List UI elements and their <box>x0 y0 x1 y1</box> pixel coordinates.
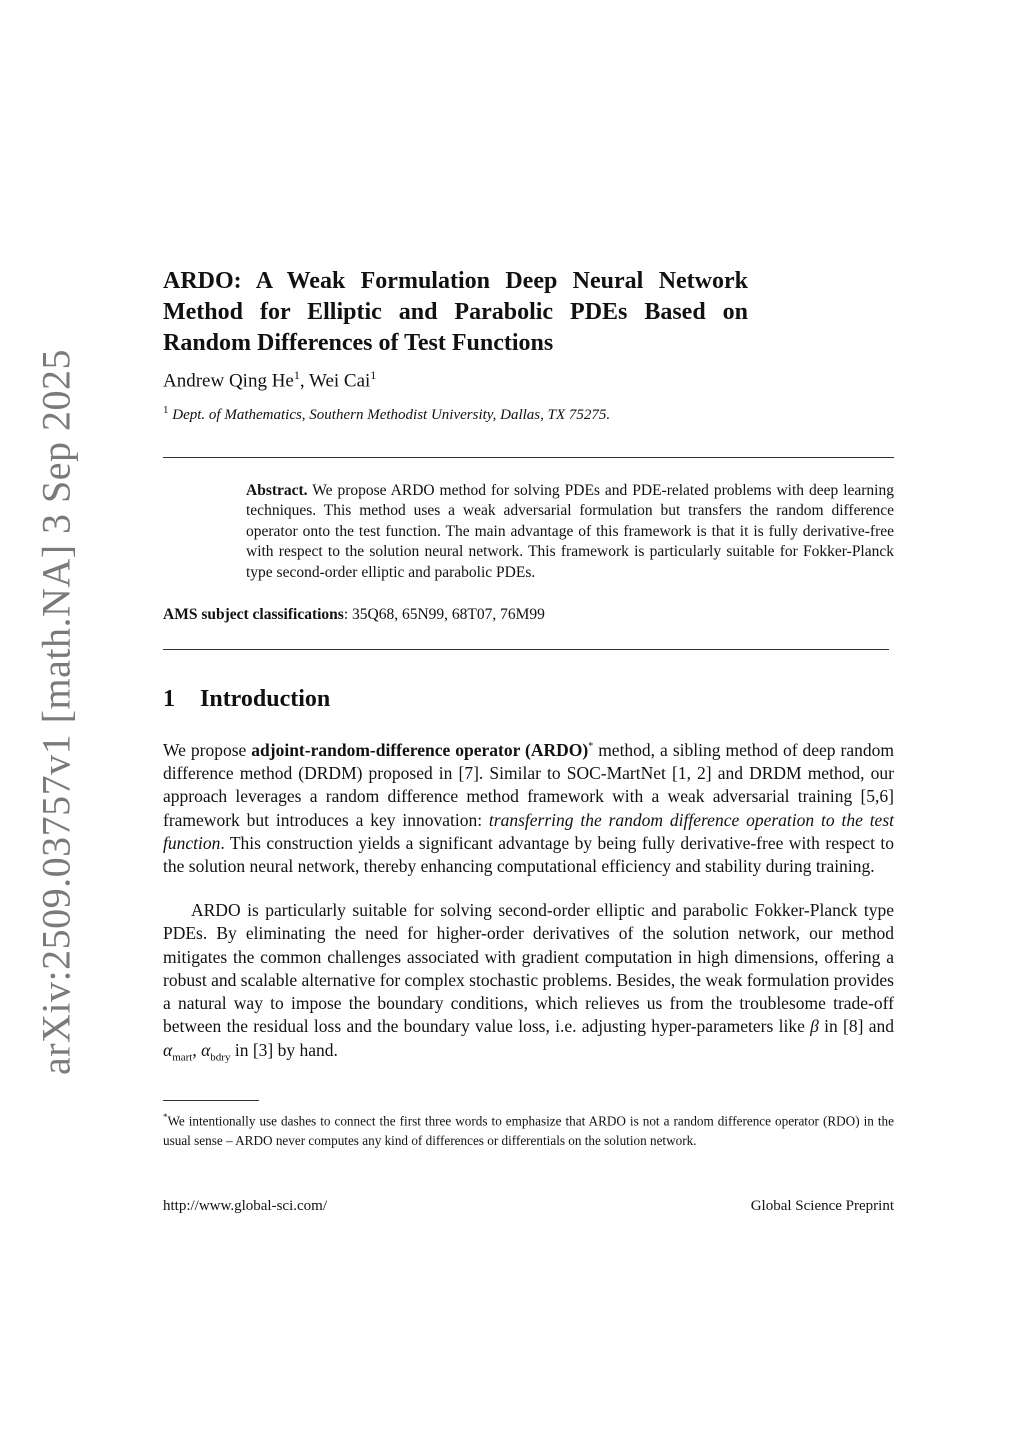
intro-paragraph-2 <box>163 899 894 1070</box>
math-alpha: α <box>201 1039 211 1060</box>
bottom-divider <box>163 649 889 650</box>
paragraph-text: in [3] by hand. <box>230 1039 338 1060</box>
ams-label: AMS subject classifications <box>163 606 344 623</box>
intro-paragraph-1 <box>163 735 894 879</box>
paragraph-text: method, a sibling method of deep random difference method (DRDM) proposed in [7]. Similar to SOC-MartNet [1, 2] and DRDM method, our approach leverages a random difference method framework with a weak adversarial training [5,6] framework but introduces a key innovation: <box>163 739 894 830</box>
math-alpha: α <box>163 1039 173 1060</box>
affiliation <box>163 404 610 424</box>
footnote-text: We intentionally use dashes to connect the first three words to emphasize that ARDO is not a random difference operator (RDO) in the usual sense – ARDO never computes any kind of differences or differentials on the solution network. <box>163 1113 894 1148</box>
section-heading <box>163 686 330 713</box>
title-line-1: ARDO: A Weak Formulation Deep Neural Network <box>163 268 748 294</box>
title-line-3: Random Differences of Test Functions <box>163 330 554 356</box>
footer-url-link[interactable]: http://www.global-sci.com/ <box>163 1198 328 1214</box>
author-name: Wei Cai <box>309 370 371 392</box>
arxiv-identifier: arXiv:2509.03757v1 [math.NA] 3 Sep 2025 <box>33 348 79 1076</box>
abstract-label: Abstract. <box>246 482 308 499</box>
paragraph-text: in [8] and <box>818 1016 894 1037</box>
math-subscript: bdry <box>210 1051 231 1064</box>
paragraph-text: , <box>192 1039 202 1060</box>
section-number: 1 <box>163 686 175 712</box>
paragraph-text: We propose <box>163 739 252 760</box>
top-divider <box>163 457 894 458</box>
ams-codes: : 35Q68, 65N99, 68T07, 76M99 <box>343 606 545 623</box>
footnote-divider <box>163 1100 259 1101</box>
paragraph-text: . This construction yields a significant advantage by being fully derivative-free with respect to the solution neural network, thereby enhancing computational efficiency and stability during training. <box>163 833 894 877</box>
author-list <box>163 368 376 392</box>
author-separator: , <box>299 370 310 392</box>
footnote-mark: * <box>163 1112 168 1122</box>
abstract-text: We propose ARDO method for solving PDEs and PDE-related problems with deep learning techniques. This method uses a weak adversarial formulation but transfers the random difference operator onto the test function. The main advantage of this framework is that it is fully derivative-free with respect to the solution neural network. This framework is particularly suitable for Fokker-Planck type second-order elliptic and parabolic PDEs. <box>246 482 894 581</box>
bold-term: adjoint-random-difference operator (ARDO) <box>251 739 589 760</box>
affiliation-text: Dept. of Mathematics, Southern Methodist University, Dallas, TX 75275. <box>172 407 611 423</box>
section-title: Introduction <box>200 686 331 712</box>
affiliation-mark: 1 <box>370 368 377 382</box>
footnote <box>163 1108 894 1150</box>
paragraph-text: ARDO is particularly suitable for solving second-order elliptic and parabolic Fokker-Planck type PDEs. By eliminating the need for higher-order derivatives of the solution network, our method mitigates the common challenges associated with gradient computation in high dimensions, offering a robust and scalable alternative for complex stochastic problems. Besides, the weak formulation provides a natural way to impose the boundary conditions, which relieves us from the troublesome trade-off between the residual loss and the boundary value loss, i.e. adjusting hyper-parameters like <box>163 900 894 1037</box>
math-subscript: mart <box>172 1051 193 1064</box>
ams-classifications <box>163 606 545 624</box>
affiliation-mark: 1 <box>163 404 169 416</box>
affiliation-mark: 1 <box>293 368 300 382</box>
author-name: Andrew Qing He <box>163 370 294 392</box>
italic-phrase: transferring the random difference operation to the test function <box>163 809 894 854</box>
footer-publisher: Global Science Preprint <box>750 1198 894 1214</box>
footnote-ref: * <box>588 741 594 752</box>
paper-title <box>163 266 803 359</box>
abstract <box>246 481 894 583</box>
math-beta: β <box>810 1016 819 1037</box>
title-line-2: Method for Elliptic and Parabolic PDEs Based on <box>163 299 748 325</box>
